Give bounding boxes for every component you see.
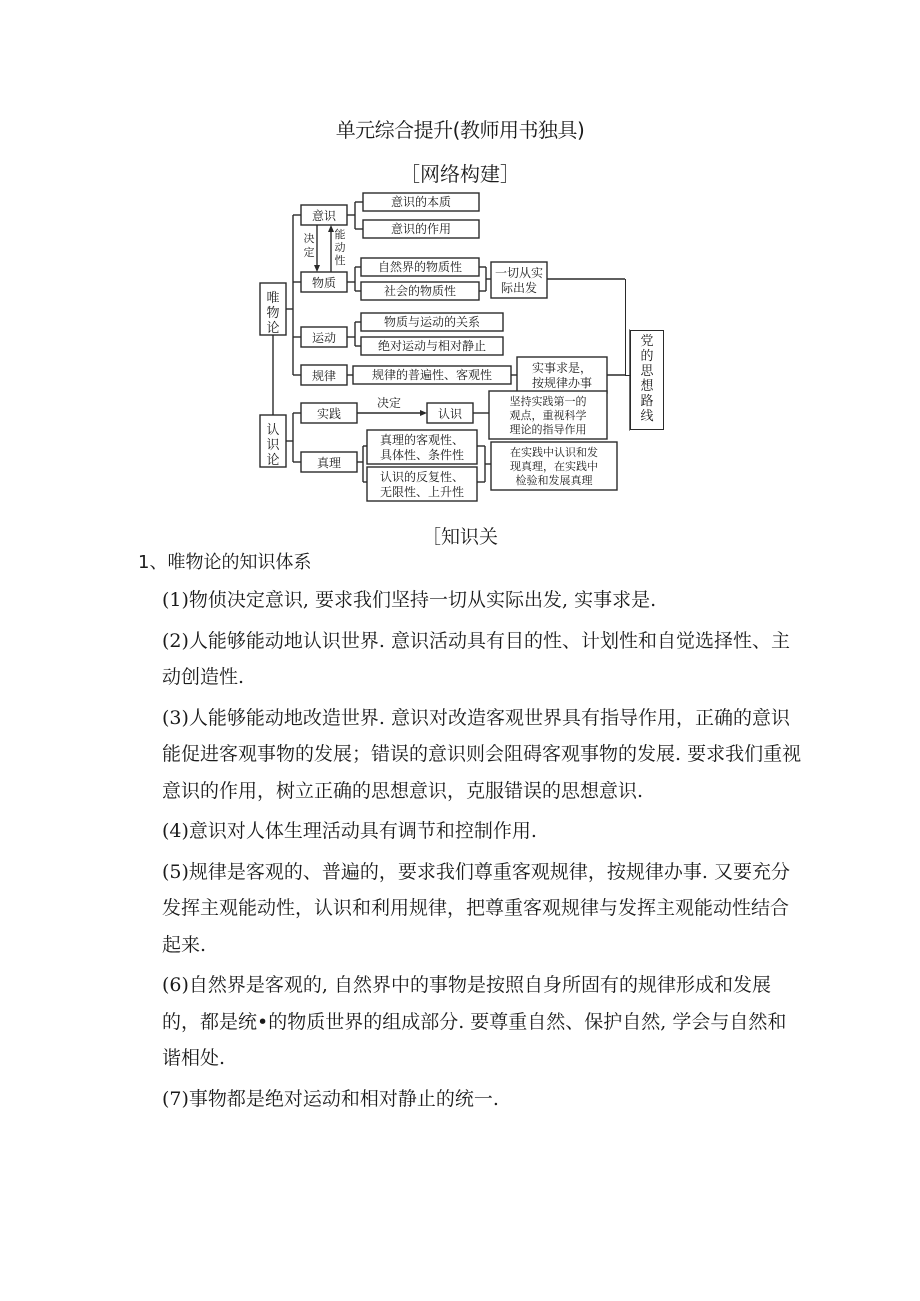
practice-first-line3: 理论的指导作用 [509, 423, 587, 436]
cognition-repetition-line1: 认识的反复性、 [379, 470, 465, 484]
determines-char2: 定 [303, 246, 315, 259]
nature-matter-label: 自然界的物质性 [377, 260, 463, 274]
practice-label: 实践 [316, 407, 342, 421]
body-paragraphs [162, 582, 802, 1121]
root-epistemology-char1: 认 [266, 423, 280, 438]
social-matter-label: 社会的物质性 [383, 284, 457, 298]
determines-label: 决定 [376, 396, 402, 410]
cognition-repetition-line2: 无限性、上升性 [379, 485, 465, 499]
truth-label: 真理 [316, 456, 342, 470]
truth-practice-line1: 在实践中认识和发 [510, 446, 598, 459]
paragraph-6: (6)自然界是客观的, 自然界中的事物是按照自身所固有的规律形成和发展的，都是统•的物质世界的组成部分. 要尊重自然、保护自然, 学会与自然和谐相处. [162, 974, 787, 1069]
practice-first-line1: 坚持实践第一的 [509, 395, 587, 408]
party-line-label: 党的思想路线 [640, 334, 654, 424]
cognition-label: 认识 [437, 407, 463, 421]
root-materialism-char1: 唯 [266, 291, 280, 306]
consciousness-label: 意识 [311, 209, 337, 223]
page-title: 单元综合提升(教师用书独具) [335, 118, 585, 142]
absolute-relative-label: 绝对运动与相对静止 [377, 339, 487, 353]
role-label: 意识的作用 [390, 222, 452, 236]
from-reality-line2: 际出发 [500, 281, 538, 295]
practice-first-line2: 观点，重视科学 [509, 409, 587, 422]
truth-practice-line3: 检验和发展真理 [515, 474, 593, 487]
matter-label: 物质 [311, 276, 337, 290]
knowledge-network-diagram [255, 190, 630, 505]
essence-label: 意识的本质 [390, 195, 452, 209]
root-epistemology-char2: 识 [266, 438, 280, 453]
section-title: 1、唯物论的知识体系 [138, 552, 312, 573]
activity-char2: 动 [334, 241, 346, 254]
truth-objectivity-line1: 真理的客观性、 [379, 433, 465, 447]
party-line-connector-h [625, 375, 631, 376]
truth-practice-line2: 现真理，在实践中 [510, 460, 598, 473]
matter-motion-label: 物质与运动的关系 [383, 315, 481, 329]
root-materialism-char2: 物 [266, 306, 280, 321]
determines-char1: 决 [303, 232, 315, 245]
root-epistemology-char3: 论 [266, 453, 280, 468]
paragraph-3: (3)人能够能动地改造世界. 意识对改造客观世界具有指导作用，正确的意识能促进客观事物的发展；错误的意识则会阻碍客观事物的发展. 要求我们重视意识的作用，树立正确的思想意识，克服错误的思想意识. [162, 706, 802, 802]
activity-char3: 性 [334, 254, 346, 267]
seek-truth-line1: 实事求是， [531, 361, 593, 375]
paragraph-5: (5)规律是客观的、普遍的，要求我们尊重客观规律，按规律办事. 又要充分发挥主观能动性，认识和利用规律，把尊重客观规律与发挥主观能动性结合起来. [162, 860, 790, 956]
paragraph-4: (4)意识对人体生理活动具有调节和控制作用. [162, 820, 537, 842]
motion-label: 运动 [311, 331, 337, 345]
law-universal-label: 规律的普遍性、客观性 [371, 368, 493, 382]
paragraph-1: (1)物侦决定意识, 要求我们坚持一切从实际出发, 实事求是. [162, 589, 657, 611]
law-label: 规律 [311, 369, 337, 383]
section-heading-knowledge: ［知识关 [421, 526, 498, 548]
truth-objectivity-line2: 具体性、条件性 [379, 448, 465, 462]
paragraph-7: (7)事物都是绝对运动和相对静止的统一. [162, 1087, 499, 1110]
activity-char1: 能 [334, 228, 346, 241]
from-reality-line1: 一切从实 [494, 266, 544, 280]
root-materialism-char3: 论 [266, 321, 280, 336]
paragraph-2: (2)人能够能动地认识世界. 意识活动具有目的性、计划性和自觉选择性、主动创造性. [162, 629, 790, 688]
party-line-connector [625, 279, 626, 375]
seek-truth-line2: 按规律办事 [531, 376, 593, 390]
section-heading-network: ［网络构建］ [400, 162, 520, 186]
